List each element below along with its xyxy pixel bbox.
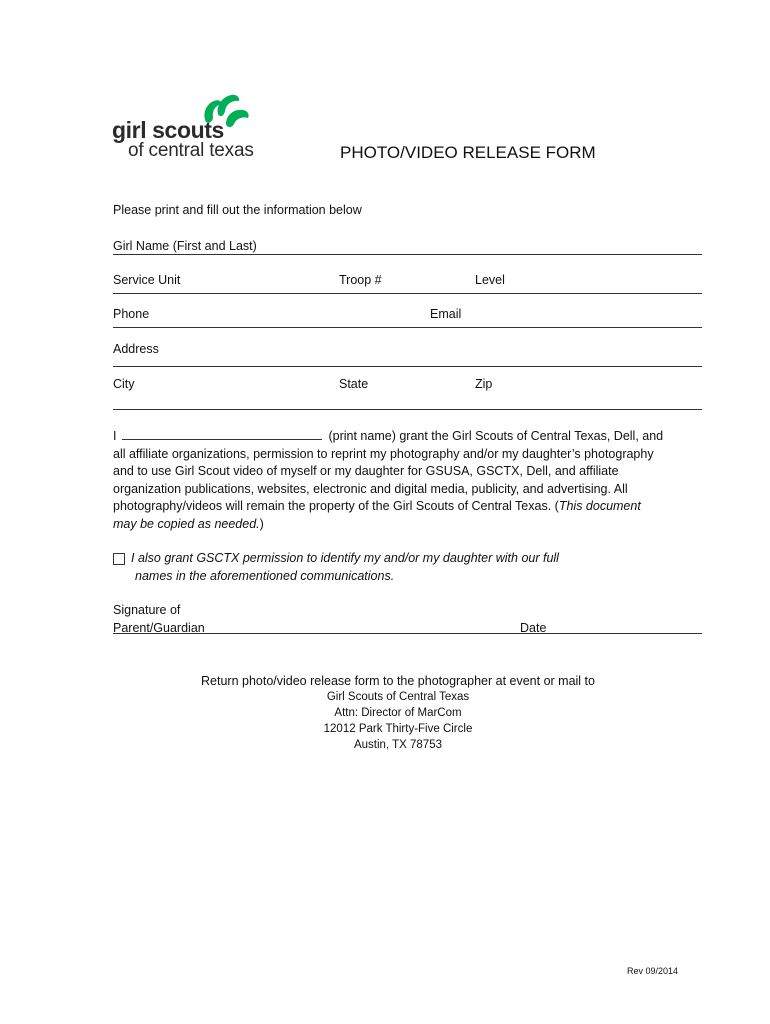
return-city: Austin, TX 78753 bbox=[353, 739, 442, 751]
city-label: City bbox=[113, 377, 135, 391]
revision-label: Rev 09/2014 bbox=[627, 966, 679, 976]
release-line-1-text: (print name) grant the Girl Scouts of Central Texas, Dell, and bbox=[328, 429, 664, 443]
release-paragraph bbox=[113, 428, 703, 533]
logo-text-line1: girl scouts bbox=[112, 117, 224, 143]
signature-label-line2: Parent/Guardian bbox=[113, 621, 205, 635]
level-label: Level bbox=[475, 273, 505, 287]
consent-checkbox[interactable] bbox=[113, 553, 125, 565]
email-label: Email bbox=[430, 307, 462, 321]
address-field[interactable] bbox=[113, 366, 702, 367]
return-street: 12012 Park Thirty-Five Circle bbox=[323, 723, 473, 735]
return-org: Girl Scouts of Central Texas bbox=[326, 691, 470, 703]
logo-text-line2: of central texas bbox=[128, 140, 254, 161]
release-line-5 bbox=[113, 498, 703, 516]
consent-line-2: names in the aforementioned communications. bbox=[135, 569, 395, 583]
release-line-5-text: photography/videos will remain the property of the Girl Scouts of Central Texas. ( bbox=[113, 499, 559, 513]
service-unit-field[interactable] bbox=[113, 293, 702, 294]
release-line-5-italic: This document bbox=[558, 499, 641, 513]
release-line-3: and to use Girl Scout video of myself or my daughter for GSUSA, GSCTX, Dell, and affiliate bbox=[113, 464, 619, 478]
release-line-4: organization publications, websites, electronic and digital media, publicity, and advertising. All bbox=[113, 481, 628, 496]
release-line-2: all affiliate organizations, permission to reprint my photography and/or my daughter’s photography bbox=[113, 446, 654, 461]
release-line-6 bbox=[113, 516, 703, 534]
girl-name-field[interactable] bbox=[113, 254, 702, 255]
return-attn: Attn: Director of MarCom bbox=[334, 707, 462, 719]
release-line-6-italic: may be copied as needed. bbox=[113, 516, 260, 531]
form-title: PHOTO/VIDEO RELEASE FORM bbox=[340, 143, 596, 162]
zip-label: Zip bbox=[475, 377, 493, 391]
state-label: State bbox=[339, 377, 369, 391]
return-heading: Return photo/video release form to the photographer at event or mail to bbox=[201, 674, 595, 688]
release-line-6-end: ) bbox=[259, 516, 264, 531]
girl-name-label: Girl Name (First and Last) bbox=[113, 239, 257, 253]
phone-label: Phone bbox=[113, 307, 150, 321]
signature-label-line1: Signature of bbox=[113, 603, 181, 617]
service-unit-label: Service Unit bbox=[113, 273, 181, 287]
troop-label: Troop # bbox=[339, 273, 382, 287]
instructions-text: Please print and fill out the information below bbox=[113, 203, 362, 217]
date-label: Date bbox=[520, 621, 547, 635]
city-field[interactable] bbox=[113, 409, 702, 410]
release-line-1 bbox=[113, 428, 703, 446]
address-label: Address bbox=[113, 342, 159, 356]
phone-email-field[interactable] bbox=[113, 327, 702, 328]
print-name-field[interactable] bbox=[122, 429, 322, 440]
release-prefix: I bbox=[113, 429, 117, 443]
logo bbox=[112, 92, 272, 162]
signature-field[interactable] bbox=[113, 633, 702, 634]
consent-line-1: I also grant GSCTX permission to identify my and/or my daughter with our full bbox=[131, 551, 559, 565]
